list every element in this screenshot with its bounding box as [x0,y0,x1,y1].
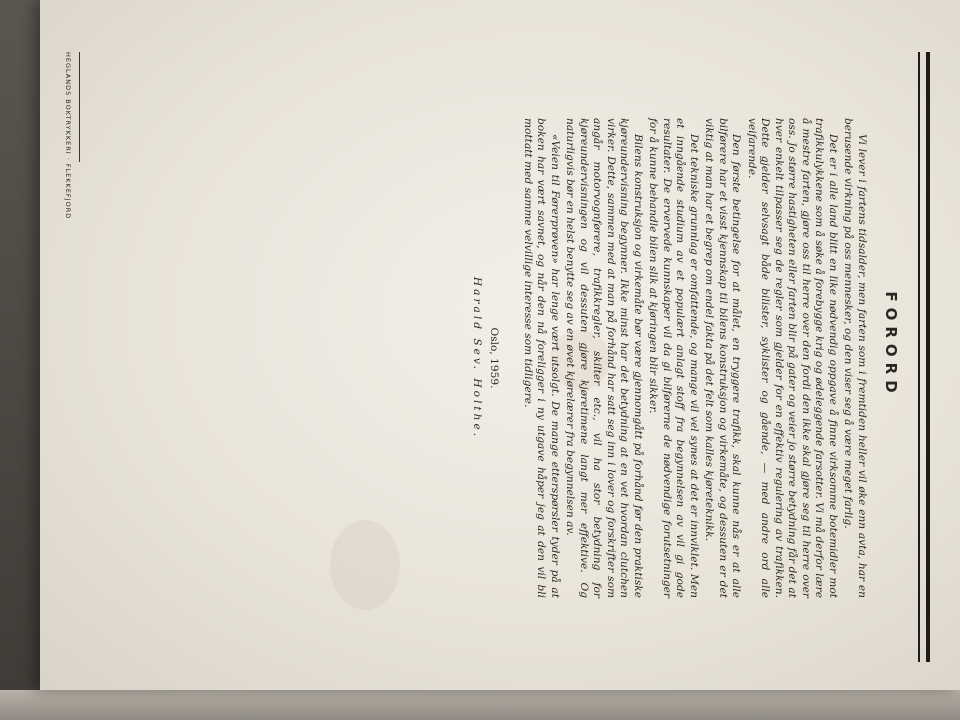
page-bottom-edge [0,690,960,720]
paragraph: Den første betingelse for at målet, en tryggere trafikk, skal kunne nås er at alle bilførere har et visst kjennskap til bilens konstruksjon og virkemåte, og dessuten er det viktig at man har et begrep om endel fakta på det felt som kalles kjøreteknikk. [703,118,743,598]
printer-imprint: HEGLANDS BOKTRYKKERI · FLEKKEFJORD [64,52,72,220]
paper-stain [330,520,400,610]
top-rule-thin [918,52,920,662]
document-page [40,0,960,690]
place-date: Oslo, 1959. [488,327,501,389]
paragraph: Vi lever i fartens tidsalder, men farten som i fremtiden heller vil øke enn avta, har en berusende virkning på oss mennesker, og den viser seg å være meget farlig. [842,118,868,598]
paragraph: Det er i alle land blitt en like nødvendig oppgave å finne virksomme botemidler mot trafikkulykkene som å søke å forebygge krig og ødeleggende farsotter. Vi må derfor lære å mestre farten, gjøre oss til herre over den fordi den ikke skal gjøre seg til herre over oss. Jo større hastigheten eller farten blir på gater og veier jo større betydning får det at hver enkelt tilpasser seg de regler som gjelder for en effektiv regulering av trafikken. Dette gjelder selvsagt både bilister, syklister og gående, — med andre ord alle veifarende. [746,118,839,598]
top-rule-thick [926,52,930,662]
author-signature: Harald Sev. Holthe. [471,276,483,440]
page-title: FORORD [882,291,900,399]
paragraph: «Veien til Førerprøven» har lenge vært utsolgt. De mange etterspørsler tyder på at boken har vært savnet, og når den nå foreligger i ny utgave håper jeg at den vil bli mottatt med samme velvillige interesse som tidligere. [522,118,561,598]
footer-rule [79,52,80,162]
rotated-page-content [40,0,960,690]
paragraph: Det tekniske grunnlag er omfattende, og mange vil vel synes at det er innviklet. Men et inngående studium av et populært anlagt stoff fra begynnelsen av vil gi gode resultater. De ervervede kunnskaper vil da gi bilførerne de nødvendige forutsetninger for å kunne behandle bilen slik at kjøringen blir sikker. [647,118,700,598]
paragraph: Bilens konstruksjon og virkemåte bør være gjennomgått på forhånd før den praktiske kjøreundervisning begynner. Ikke minst har det betydning at en vet hvordan clutchen virker. Dette, sammen med at man på forhånd har satt seg inn i lover og forskrifter som angår motorvognførere, trafikkregler, skilter etc., vil ha stor betydning for kjøreundervisningen og vil dessuten gjøre kjøretimene langt mer effektive. Og naturligvis bør en helst benytte seg av en øvet kjørelærer fra begynnelsen av. [564,118,644,598]
preface-body [470,118,869,598]
